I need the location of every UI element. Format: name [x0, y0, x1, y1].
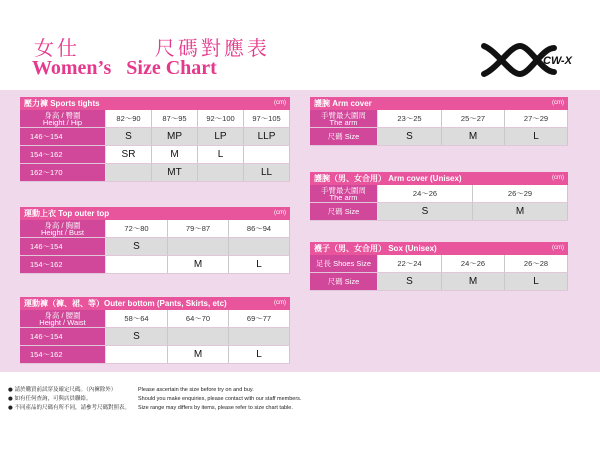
- size-cell: S: [378, 128, 442, 145]
- header-row: [20, 310, 290, 328]
- size-cell: [198, 164, 244, 181]
- size-range-header: 72～80: [106, 220, 168, 237]
- footer-note-zh: ● 請於購買前試穿及確定尺碼。（內褲除外）: [8, 387, 117, 393]
- footer-notes-chinese: [8, 386, 130, 413]
- table-row: [310, 203, 568, 221]
- size-cell: [168, 238, 229, 255]
- table-title: [310, 97, 568, 110]
- size-cell: [229, 238, 290, 255]
- unit-label: (cm): [274, 100, 286, 106]
- size-cell: M: [168, 346, 229, 363]
- row-label: 尺碼 Size: [310, 273, 378, 290]
- table-arm-cover-unisex: [310, 172, 568, 221]
- size-cell: S: [378, 273, 442, 290]
- table-title-text: 襪子（男、女合用） Sox (Unisex): [314, 244, 437, 253]
- size-range-header: 24～26: [378, 185, 473, 202]
- size-range-header: 97～105: [244, 110, 290, 127]
- brand-name: CW-X: [543, 55, 572, 67]
- size-range-header: 87～95: [152, 110, 198, 127]
- size-range-header: 25～27: [442, 110, 505, 127]
- table-title-text: 運動上衣 Top outer top: [24, 209, 110, 218]
- header-row: [310, 185, 568, 203]
- table-row: [310, 128, 568, 146]
- size-cell: [106, 346, 168, 363]
- size-cell: M: [473, 203, 568, 220]
- table-sports-tights: [20, 97, 290, 182]
- footer-note-en: Please ascertain the size before try on and buy.: [138, 387, 254, 393]
- size-cell: M: [442, 273, 505, 290]
- table-row: [20, 238, 290, 256]
- size-range-header: 22～24: [378, 255, 442, 272]
- table-title: [310, 242, 568, 255]
- size-range-header: 79～87: [168, 220, 229, 237]
- table-row: [20, 146, 290, 164]
- header-row: [310, 110, 568, 128]
- unit-label: (cm): [552, 175, 564, 181]
- header-row: [310, 255, 568, 273]
- size-cell: S: [106, 128, 152, 145]
- size-cell: [106, 256, 168, 273]
- table-title: [20, 207, 290, 220]
- size-range-header: 27～29: [505, 110, 568, 127]
- size-range-header: 69～77: [229, 310, 290, 327]
- row-label: 146～154: [20, 238, 106, 255]
- size-range-header: 24～26: [442, 255, 505, 272]
- size-cell: L: [505, 128, 568, 145]
- table-row: [20, 128, 290, 146]
- size-cell: S: [378, 203, 473, 220]
- row-label: 146～154: [20, 128, 106, 145]
- title-chinese: 女仕 尺碼對應表: [34, 36, 270, 60]
- unit-label: (cm): [274, 300, 286, 306]
- footer-note-en: Size range may differs by items, please refer to size chart table.: [138, 405, 293, 411]
- corner-label: 足長 Shoes Size: [310, 255, 378, 272]
- footer-note-en: Should you make enquiries, please contact with our staff members.: [138, 396, 302, 402]
- size-cell: MP: [152, 128, 198, 145]
- size-cell: LL: [244, 164, 290, 181]
- table-title: [310, 172, 568, 185]
- table-row: [310, 273, 568, 291]
- unit-label: (cm): [274, 210, 286, 216]
- table-title-text: 護腕 Arm cover: [314, 99, 372, 108]
- table-title-text: 護腕（男、女合用） Arm cover (Unisex): [314, 174, 462, 183]
- size-range-header: 86～94: [229, 220, 290, 237]
- table-row: [20, 164, 290, 182]
- size-range-header: 26～29: [473, 185, 568, 202]
- row-label: 尺碼 Size: [310, 128, 378, 145]
- size-range-header: 64～70: [168, 310, 229, 327]
- size-cell: L: [505, 273, 568, 290]
- table-sox-unisex: [310, 242, 568, 291]
- size-range-header: 26～28: [505, 255, 568, 272]
- table-row: [20, 256, 290, 274]
- size-cell: S: [106, 328, 168, 345]
- table-row: [20, 346, 290, 364]
- title-english: Women’s Size Chart: [32, 57, 217, 79]
- size-cell: L: [198, 146, 244, 163]
- cwx-logo-icon: [480, 40, 590, 80]
- corner-label: 身高 / 臀圍 Height / Hip: [20, 110, 106, 127]
- size-range-header: 82～90: [106, 110, 152, 127]
- header-row: [20, 110, 290, 128]
- table-title-text: 運動褲（褲、裙、等）Outer bottom (Pants, Skirts, etc): [24, 299, 227, 308]
- table-title: [20, 297, 290, 310]
- size-cell: [244, 146, 290, 163]
- size-cell: M: [442, 128, 505, 145]
- size-range-header: 23～25: [378, 110, 442, 127]
- size-range-header: 58～64: [106, 310, 168, 327]
- size-cell: S: [106, 238, 168, 255]
- corner-label: 身高 / 胸圍 Height / Bust: [20, 220, 106, 237]
- footer-note-zh: ● 如有任何查詢，可與店員聯絡。: [8, 396, 92, 402]
- row-label: 146～154: [20, 328, 106, 345]
- footer-note-zh: ● 不同產品的尺碼有所不同，請參考尺碼對照表。: [8, 405, 131, 411]
- size-cell: LLP: [244, 128, 290, 145]
- table-title: [20, 97, 290, 110]
- table-row: [20, 328, 290, 346]
- row-label: 154～162: [20, 256, 106, 273]
- table-outer-bottom: [20, 297, 290, 364]
- row-label: 154～162: [20, 146, 106, 163]
- unit-label: (cm): [552, 245, 564, 251]
- header-row: [20, 220, 290, 238]
- unit-label: (cm): [552, 100, 564, 106]
- row-label: 162～170: [20, 164, 106, 181]
- size-cell: [168, 328, 229, 345]
- size-cell: SR: [106, 146, 152, 163]
- corner-label: 手臂最大圍周 The arm: [310, 110, 378, 127]
- corner-label: 手臂最大圍周 The arm: [310, 185, 378, 202]
- size-cell: L: [229, 256, 290, 273]
- table-top-outer: [20, 207, 290, 274]
- size-cell: MT: [152, 164, 198, 181]
- row-label: 尺碼 Size: [310, 203, 378, 220]
- table-title-text: 壓力褲 Sports tights: [24, 99, 100, 108]
- size-cell: M: [168, 256, 229, 273]
- size-range-header: 92～100: [198, 110, 244, 127]
- corner-label: 身高 / 腰圍 Height / Waist: [20, 310, 106, 327]
- size-cell: L: [229, 346, 290, 363]
- footer-notes-english: [138, 386, 301, 413]
- size-cell: [229, 328, 290, 345]
- size-cell: LP: [198, 128, 244, 145]
- table-arm-cover: [310, 97, 568, 146]
- size-cell: [106, 164, 152, 181]
- row-label: 154～162: [20, 346, 106, 363]
- size-cell: M: [152, 146, 198, 163]
